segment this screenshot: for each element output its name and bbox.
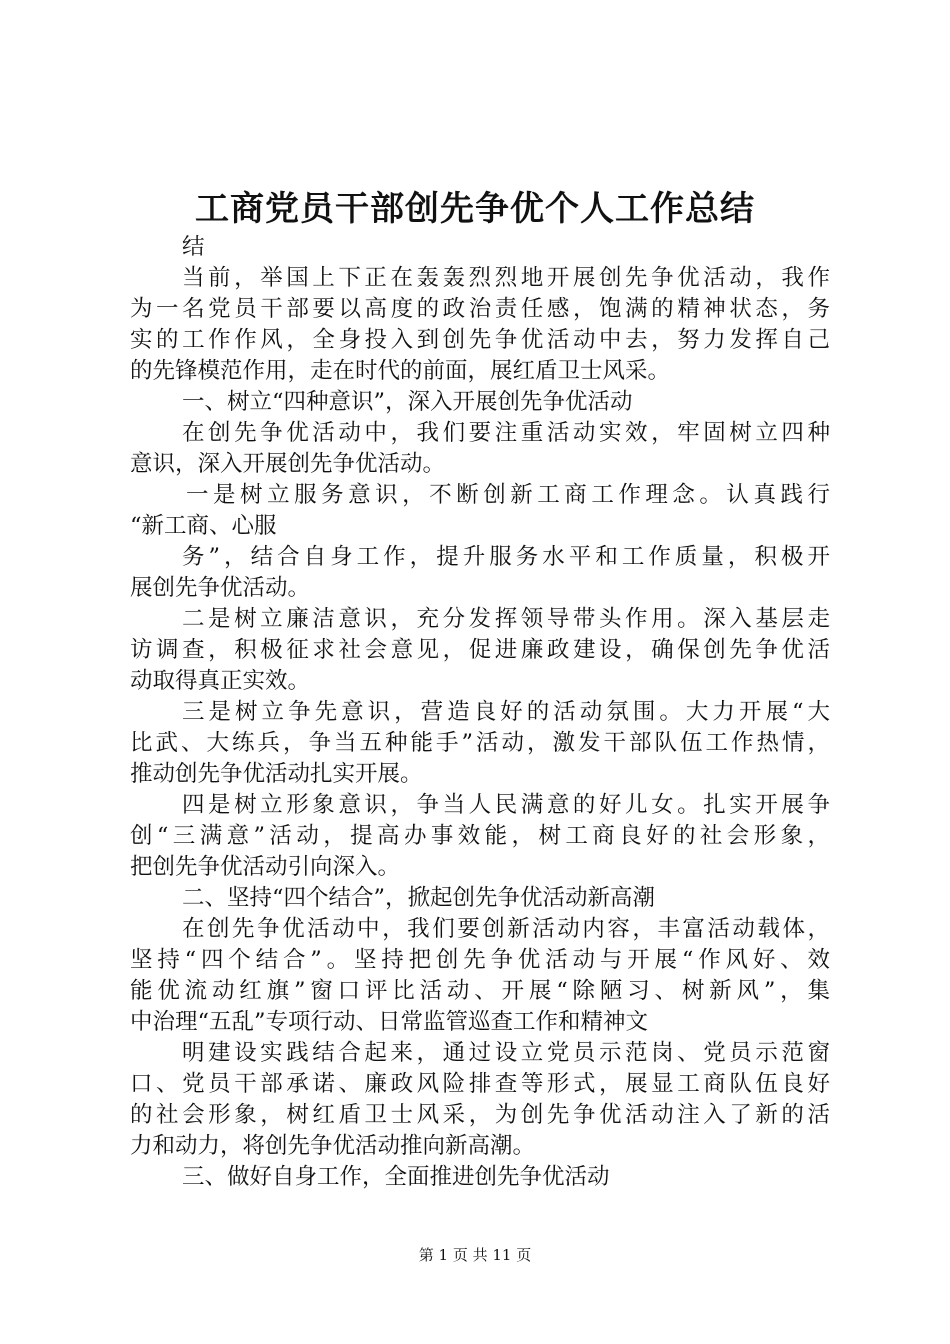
text-line: 能优流动红旗”窗口评比活动、开展“除陋习、树新风”，集 <box>130 978 830 1004</box>
text-line: 在创先争优活动中，我们要创新活动内容，丰富活动载体， <box>182 916 830 942</box>
text-line: 三、做好自身工作，全面推进创先争优活动 <box>182 1164 610 1190</box>
text-line: 口、党员干部承诺、廉政风险排查等形式，展显工商队伍良好 <box>130 1071 830 1097</box>
text-line: 展创先争优活动。 <box>130 575 311 601</box>
text-line: 创“三满意”活动，提高办事效能，树工商良好的社会形象， <box>130 823 830 849</box>
text-line: 为一名党员干部要以高度的政治责任感，饱满的精神状态，务 <box>130 296 830 322</box>
text-line: 力和动力，将创先争优活动推向新高潮。 <box>130 1133 536 1159</box>
text-line: 在创先争优活动中，我们要注重活动实效，牢固树立四种 <box>182 420 830 446</box>
text-line: 一是树立服务意识，不断创新工商工作理念。认真践行 <box>186 482 830 508</box>
text-line: 四是树立形象意识，争当人民满意的好儿女。扎实开展争 <box>182 792 830 818</box>
text-line: 明建设实践结合起来，通过设立党员示范岗、党员示范窗 <box>182 1040 830 1066</box>
document-title: 工商党员干部创先争优个人工作总结 <box>195 189 755 229</box>
text-line: 结 <box>182 234 205 260</box>
text-line: 中治理“五乱”专项行动、日常监管巡查工作和精神文 <box>130 1009 649 1035</box>
text-line: 当前，举国上下正在轰轰烈烈地开展创先争优活动，我作 <box>182 265 830 291</box>
text-line: 的先锋模范作用，走在时代的前面，展红盾卫士风采。 <box>130 358 671 384</box>
text-line: 实的工作作风，全身投入到创先争优活动中去，努力发挥自己 <box>130 327 830 353</box>
text-line: 比武、大练兵，争当五种能手”活动，激发干部队伍工作热情， <box>130 730 830 756</box>
text-line: 二是树立廉洁意识，充分发挥领导带头作用。深入基层走 <box>182 606 830 632</box>
text-line: 访调查，积极征求社会意见，促进廉政建设，确保创先争优活 <box>130 637 830 663</box>
document-body <box>130 232 830 1193</box>
text-line: 一、树立“四种意识”，深入开展创先争优活动 <box>182 389 633 415</box>
text-line: 推动创先争优活动扎实开展。 <box>130 761 423 787</box>
text-line: 三是树立争先意识，营造良好的活动氛围。大力开展“大 <box>182 699 830 725</box>
text-line: 二、坚持“四个结合”，掀起创先争优活动新高潮 <box>182 885 656 911</box>
text-line: 的社会形象，树红盾卫士风采，为创先争优活动注入了新的活 <box>130 1102 830 1128</box>
text-line: 动取得真正实效。 <box>130 668 311 694</box>
text-line: 意识，深入开展创先争优活动。 <box>130 451 446 477</box>
page-footer: 第 1 页 共 11 页 <box>418 1246 532 1264</box>
text-line: “新工商、心服 <box>130 513 277 539</box>
text-line: 把创先争优活动引向深入。 <box>130 854 401 880</box>
text-line: 务”，结合自身工作，提升服务水平和工作质量，积极开 <box>182 544 830 570</box>
text-line: 坚持“四个结合”。坚持把创先争优活动与开展“作风好、效 <box>130 947 830 973</box>
